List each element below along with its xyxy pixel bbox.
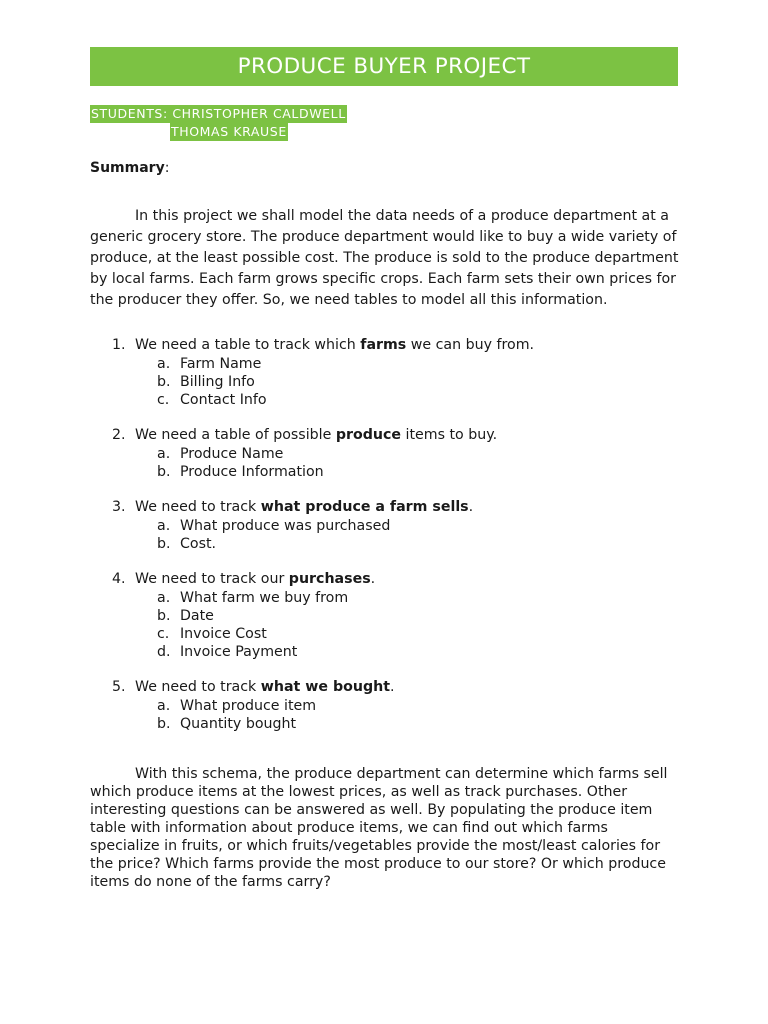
item-text-pre: We need to track — [135, 679, 261, 695]
item-text-bold: what produce a farm sells — [260, 499, 469, 515]
item-text-bold: farms — [360, 337, 407, 353]
item-text-pre: We need a table of possible — [135, 427, 336, 443]
item-text-bold: produce — [335, 427, 402, 443]
sub-item-letter: c. — [157, 626, 170, 642]
sub-item-letter: c. — [157, 392, 170, 408]
item-number: 3. — [112, 499, 126, 515]
sub-item-letter: b. — [157, 374, 171, 390]
item-text-pre: We need a table to track which — [135, 337, 361, 353]
sub-item — [112, 715, 672, 733]
sub-item-text: Cost. — [180, 536, 217, 552]
summary-label: Summary — [90, 160, 165, 176]
item-number: 5. — [112, 679, 126, 695]
sub-item — [112, 535, 672, 553]
sub-item-text: Farm Name — [180, 356, 262, 372]
sub-item-letter: b. — [157, 464, 171, 480]
sub-item — [112, 355, 672, 373]
summary-colon: : — [164, 160, 170, 176]
sub-item — [112, 625, 672, 643]
item-number: 1. — [112, 337, 126, 353]
requirements-list — [112, 336, 672, 750]
sub-item-text: What farm we buy from — [180, 590, 349, 606]
list-item — [112, 678, 672, 733]
sub-item-letter: b. — [157, 608, 171, 624]
sub-item — [112, 445, 672, 463]
item-text-pre: We need to track our — [135, 571, 289, 587]
sub-item-text: Produce Information — [180, 464, 324, 480]
item-text-post: items to buy. — [401, 427, 498, 443]
outro-text: With this schema, the produce department can determine which farms sell which produce items at the lowest prices, as well as track purchases. Other interesting questions can be answered as well. By populating the produce item table with information about produce items, we can find out which farms specialize in fruits, or which fruits/vegetables provide the most/least calories for the price? Which farms provide the most produce to our store? Or which produce items do none of the farms carry? — [90, 766, 668, 890]
item-number: 2. — [112, 427, 126, 443]
item-text-post: . — [468, 499, 474, 515]
item-text-post: . — [370, 571, 376, 587]
outro-paragraph — [90, 765, 680, 891]
list-item — [112, 498, 672, 553]
sub-item-letter: a. — [157, 356, 171, 372]
intro-text: In this project we shall model the data needs of a produce department at a generic grocery store. The produce department would like to buy a wide variety of produce, at the least possible cost. The produce is sold to the produce department by local farms. Each farm grows specific crops. Each farm sets their own prices for the producer they offer. So, we need tables to model all this information. — [90, 208, 679, 308]
item-text-bold: what we bought — [260, 679, 390, 695]
item-number: 4. — [112, 571, 126, 587]
sub-item-letter: a. — [157, 590, 171, 606]
sub-item — [112, 607, 672, 625]
item-text-pre: We need to track — [135, 499, 261, 515]
list-item — [112, 336, 672, 409]
summary-heading — [90, 160, 169, 176]
sub-item — [112, 517, 672, 535]
sub-item-text: What produce item — [180, 698, 317, 714]
list-item — [112, 426, 672, 481]
sub-item-text: Billing Info — [180, 374, 255, 390]
sub-item — [112, 643, 672, 661]
students-line-1: STUDENTS: CHRISTOPHER CALDWELL — [91, 106, 346, 121]
list-item — [112, 570, 672, 661]
sub-item — [112, 463, 672, 481]
item-text-bold: purchases — [288, 571, 371, 587]
sub-item-letter: a. — [157, 446, 171, 462]
sub-item-text: Date — [180, 608, 214, 624]
item-text-post: we can buy from. — [406, 337, 535, 353]
sub-item-letter: a. — [157, 518, 171, 534]
students-line-2: THOMAS KRAUSE — [171, 124, 287, 139]
sub-item-letter: b. — [157, 536, 171, 552]
sub-item — [112, 391, 672, 409]
sub-item-letter: d. — [157, 644, 171, 660]
sub-item-letter: a. — [157, 698, 171, 714]
sub-item-text: Quantity bought — [180, 716, 297, 732]
sub-item-text: What produce was purchased — [180, 518, 391, 534]
sub-item-letter: b. — [157, 716, 171, 732]
sub-item-text: Invoice Payment — [180, 644, 298, 660]
sub-item — [112, 373, 672, 391]
sub-item-text: Contact Info — [180, 392, 267, 408]
sub-item-text: Produce Name — [180, 446, 284, 462]
item-text-post: . — [390, 679, 395, 695]
sub-item — [112, 697, 672, 715]
intro-paragraph — [90, 206, 680, 311]
sub-item-text: Invoice Cost — [180, 626, 267, 642]
page-title: PRODUCE BUYER PROJECT — [237, 54, 531, 79]
sub-item — [112, 589, 672, 607]
title-banner — [90, 47, 678, 86]
